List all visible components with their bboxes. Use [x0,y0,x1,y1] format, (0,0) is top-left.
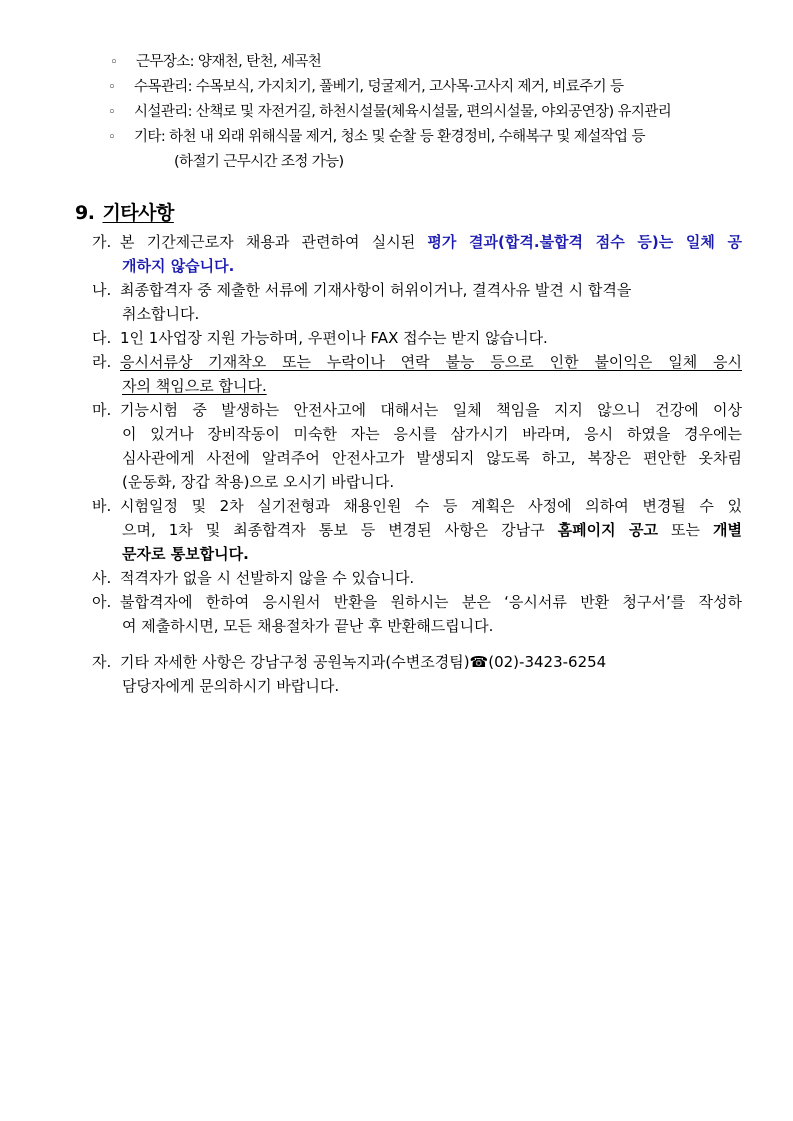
section-number: 9. [75,202,95,224]
section-heading [75,198,174,225]
bullet-mark: ◦ [108,80,116,95]
item-label: 사. [92,569,112,587]
item-text: 본 기간제근로자 채용과 관련하여 실시된 [120,233,428,251]
item-label: 바. [92,497,112,515]
notice-item-da [92,326,742,350]
notice-item-na [92,278,742,326]
item-text: 이 있거나 장비작동이 미숙한 자는 응시를 삼가시기 바라며, 응시 하였을 경우에는 [122,425,742,443]
contact-text: 기타 자세한 사항은 강남구청 공원녹지과(수변조경팀)☎(02)-3423-6254 [120,653,607,671]
list-item-text: 근무장소: 양재천, 탄천, 세곡천 [136,54,322,70]
item-label: 마. [92,401,112,419]
emphasis-text: 홈페이지 공고 [557,521,659,539]
item-line [92,494,742,518]
item-label: 아. [92,593,112,611]
item-line [92,230,742,254]
list-item-text: 기타: 하천 내 외래 위해식물 제거, 청소 및 순찰 등 환경정비, 수해복구 및 제설작업 등 [134,129,645,145]
item-text: 기능시험 중 발생하는 안전사고에 대해서는 일체 책임을 지지 않으니 건강에 이상 [120,401,742,419]
emphasis-text: 문자로 통보합니다. [122,545,249,563]
item-line [92,566,742,590]
notice-item-ma [92,398,742,494]
item-text: (운동화, 장갑 착용)으로 오시기 바랍니다. [122,473,395,491]
item-label: 가. [92,233,112,251]
section-title: 기타사항 [102,202,174,224]
notice-items [92,230,742,698]
item-text: 자의 책임으로 합니다. [122,377,267,395]
item-text: 시험일정 및 2차 실기전형과 채용인원 수 등 계획은 사정에 의하여 변경될 수 있 [120,497,742,515]
item-line [92,398,742,422]
list-item-text: 수목관리: 수목보식, 가지치기, 풀베기, 덩굴제거, 고사목·고사지 제거, 비료주기 등 [134,79,624,95]
list-item [108,100,758,125]
list-item-text: (하절기 근무시간 조정 가능) [174,154,344,170]
item-text: 또는 [658,521,713,539]
bullet-mark: ◦ [108,105,116,120]
item-text: 1인 1사업장 지원 가능하며, 우편이나 FAX 접수는 받지 않습니다. [120,329,548,347]
item-text: 불합격자에 한하여 응시원서 반환을 원하시는 분은 ‘응시서류 반환 청구서’를 작성하 [120,593,742,611]
notice-item-ba [92,494,742,566]
list-item [108,125,758,150]
item-line [92,350,742,374]
item-line [92,374,742,398]
item-text: 심사관에게 사전에 알려주어 안전사고가 발생되지 않도록 하고, 복장은 편안한 옷차림 [122,449,742,467]
item-text: 으며, 1차 및 최종합격자 통보 등 변경된 사항은 강남구 [122,521,558,539]
notice-item-ra [92,350,742,398]
item-text: 응시서류상 기재착오 또는 누락이나 연락 불능 등으로 인한 불이익은 일체 응시 [120,353,742,371]
item-label: 라. [92,353,112,371]
emphasis-text: 개별 [713,521,742,539]
item-text: 최종합격자 중 제출한 서류에 기재사항이 허위이거나, 결격사유 발견 시 합격을 [120,281,632,299]
notice-item-ja [92,650,742,698]
work-details-list [108,50,758,174]
item-line [92,650,742,674]
item-text: 여 제출하시면, 모든 채용절차가 끝난 후 반환해드립니다. [122,617,494,635]
list-item-continuation [108,150,758,174]
list-item [108,50,758,75]
emphasis-text: 평가 결과(합격.불합격 점수 등)는 일체 공 [427,233,742,251]
item-line [92,326,742,350]
list-item [108,75,758,100]
item-line [92,518,742,542]
emphasis-text: 개하지 않습니다. [122,257,235,275]
item-text: 담당자에게 문의하시기 바랍니다. [122,677,340,695]
item-line [92,590,742,614]
bullet-mark: ◦ [108,130,116,145]
list-item-text: 시설관리: 산책로 및 자전거길, 하천시설물(체육시설물, 편의시설물, 야외공연장) 유지관리 [134,104,672,120]
notice-item-ga [92,230,742,278]
item-label: 나. [92,281,112,299]
item-line [92,278,742,302]
bullet-mark: ◦ [110,55,118,70]
item-text: 적격자가 없을 시 선발하지 않을 수 있습니다. [120,569,415,587]
spacer [92,638,742,650]
item-text: 취소합니다. [122,305,200,323]
item-label: 다. [92,329,112,347]
item-label: 자. [92,653,112,671]
notice-item-aa [92,590,742,638]
notice-item-sa [92,566,742,590]
